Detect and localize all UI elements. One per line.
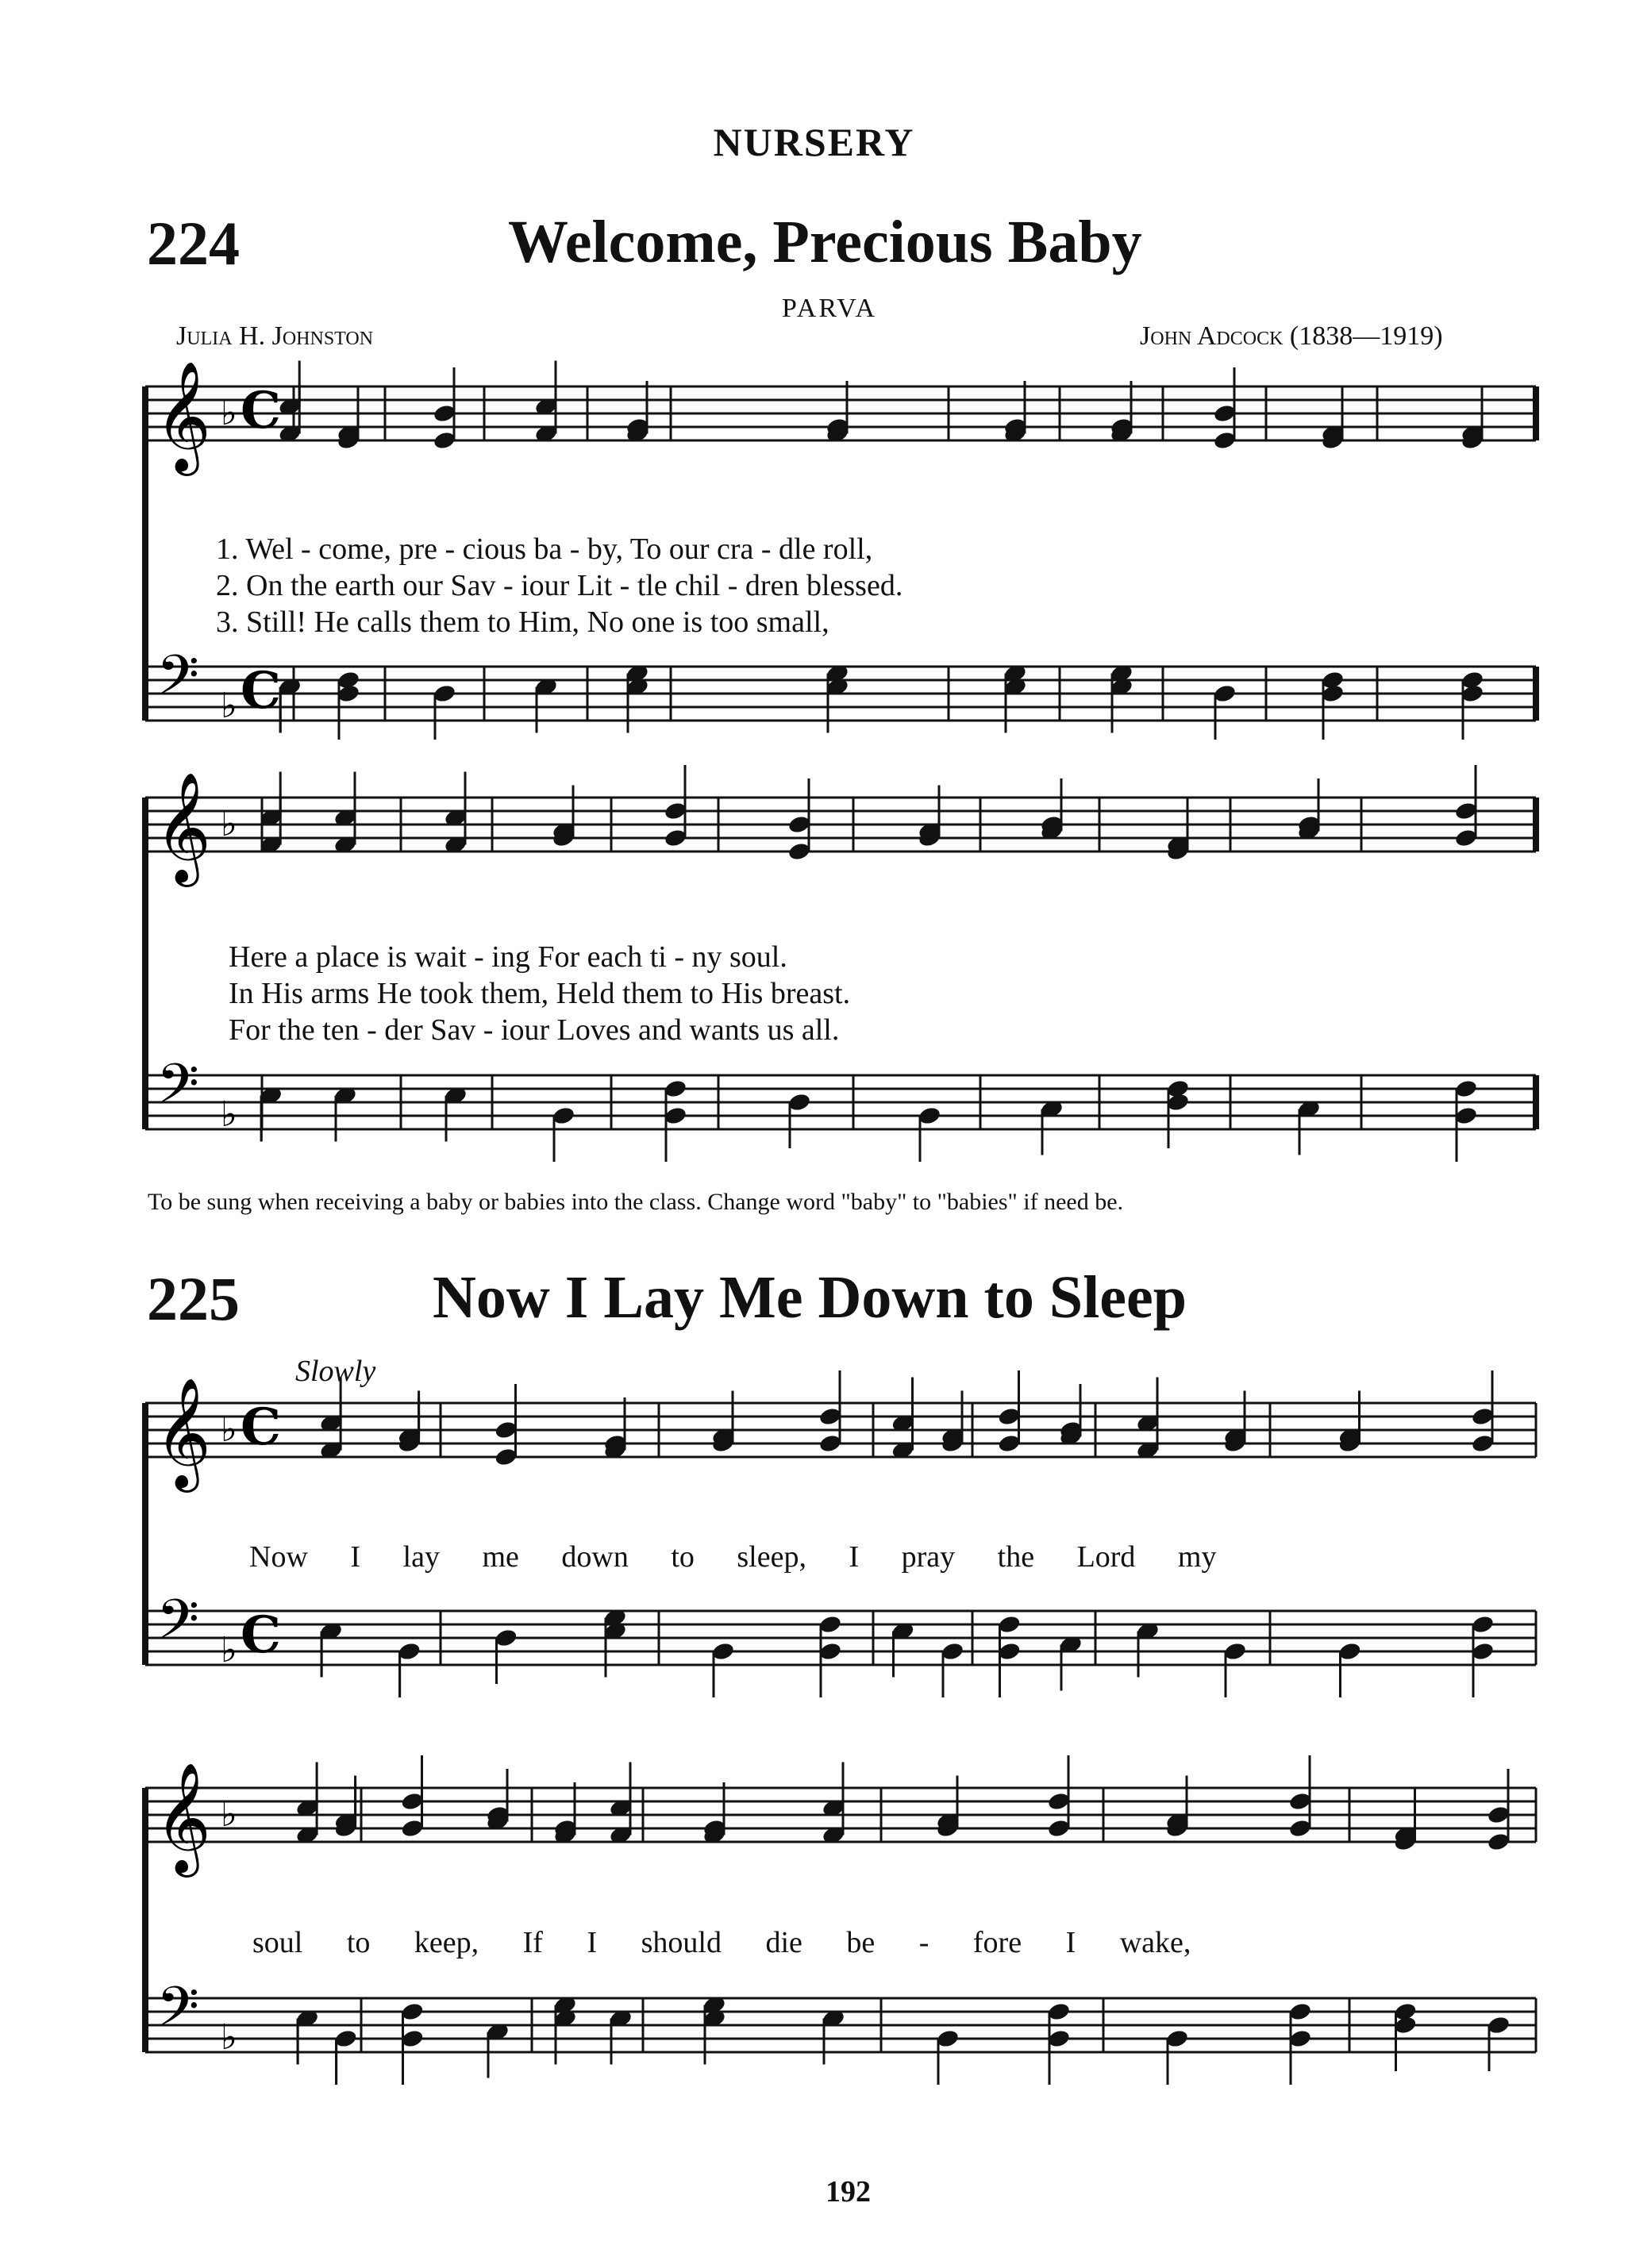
hymn-224-verse-2-line-2: In His arms He took them, Held them to His breast. — [229, 977, 851, 1010]
hymn-225-lyrics-line-1: Now I lay me down to sleep, I pray the Lord my — [249, 1540, 1217, 1574]
hymn-224-verse-1-line-1: 1. Wel - come, pre - cious ba - by, To our cra - dle roll, — [216, 532, 873, 566]
bass-clef-icon: 𝄢 — [156, 1587, 200, 1665]
bass-clef-icon: 𝄢 — [156, 1974, 200, 2052]
page-number: 192 — [826, 2175, 871, 2208]
flat-icon: ♭ — [221, 804, 237, 844]
flat-icon: ♭ — [221, 686, 237, 726]
hymn-224-music-credit: John Adcock (1838—1919) — [1140, 321, 1443, 351]
hymn-224-footnote: To be sung when receiving a baby or babies into the class. Change word "baby" to "babies" if need be. — [148, 1189, 1124, 1215]
hymn-225-title: Now I Lay Me Down to Sleep — [433, 1264, 1187, 1331]
time-signature-icon: C — [241, 381, 281, 440]
hymn-224-verse-1-line-2: Here a place is wait - ing For each ti - ny soul. — [229, 940, 787, 974]
time-signature-icon: C — [241, 661, 281, 721]
flat-icon: ♭ — [221, 1094, 237, 1135]
time-signature-icon: C — [241, 1605, 281, 1665]
hymn-224-words-credit: Julia H. Johnston — [176, 321, 374, 351]
flat-icon: ♭ — [221, 2017, 237, 2058]
hymn-225-lyrics-line-2: soul to keep, If I should die be - fore I wake, — [252, 1926, 1191, 1959]
flat-icon: ♭ — [221, 1794, 237, 1835]
treble-clef-icon: 𝄞 — [155, 1378, 211, 1488]
bass-clef-icon: 𝄢 — [156, 1051, 200, 1129]
hymn-224-number: 224 — [147, 209, 240, 278]
flat-icon: ♭ — [221, 1409, 237, 1450]
time-signature-icon: C — [241, 1397, 281, 1457]
treble-clef-icon: 𝄞 — [155, 1763, 211, 1873]
bass-clef-icon: 𝄢 — [156, 643, 200, 721]
section-title: NURSERY — [713, 120, 915, 164]
flat-icon: ♭ — [221, 1630, 237, 1670]
treble-clef-icon: 𝄞 — [155, 361, 211, 471]
hymn-225-number: 225 — [147, 1264, 240, 1333]
hymn-225-tempo: Slowly — [295, 1355, 376, 1388]
hymn-224-verse-2-line-1: 2. On the earth our Sav - iour Lit - tle chil - dren blessed. — [216, 569, 903, 602]
hymn-224-title: Welcome, Precious Baby — [508, 209, 1142, 275]
hymn-224-verse-3-line-2: For the ten - der Sav - iour Loves and wants us all. — [229, 1013, 840, 1047]
treble-clef-icon: 𝄞 — [155, 772, 211, 882]
hymn-224-verse-3-line-1: 3. Still! He calls them to Him, No one is too small, — [216, 605, 829, 639]
hymn-224-tune: PARVA — [782, 294, 878, 323]
flat-icon: ♭ — [221, 393, 237, 433]
